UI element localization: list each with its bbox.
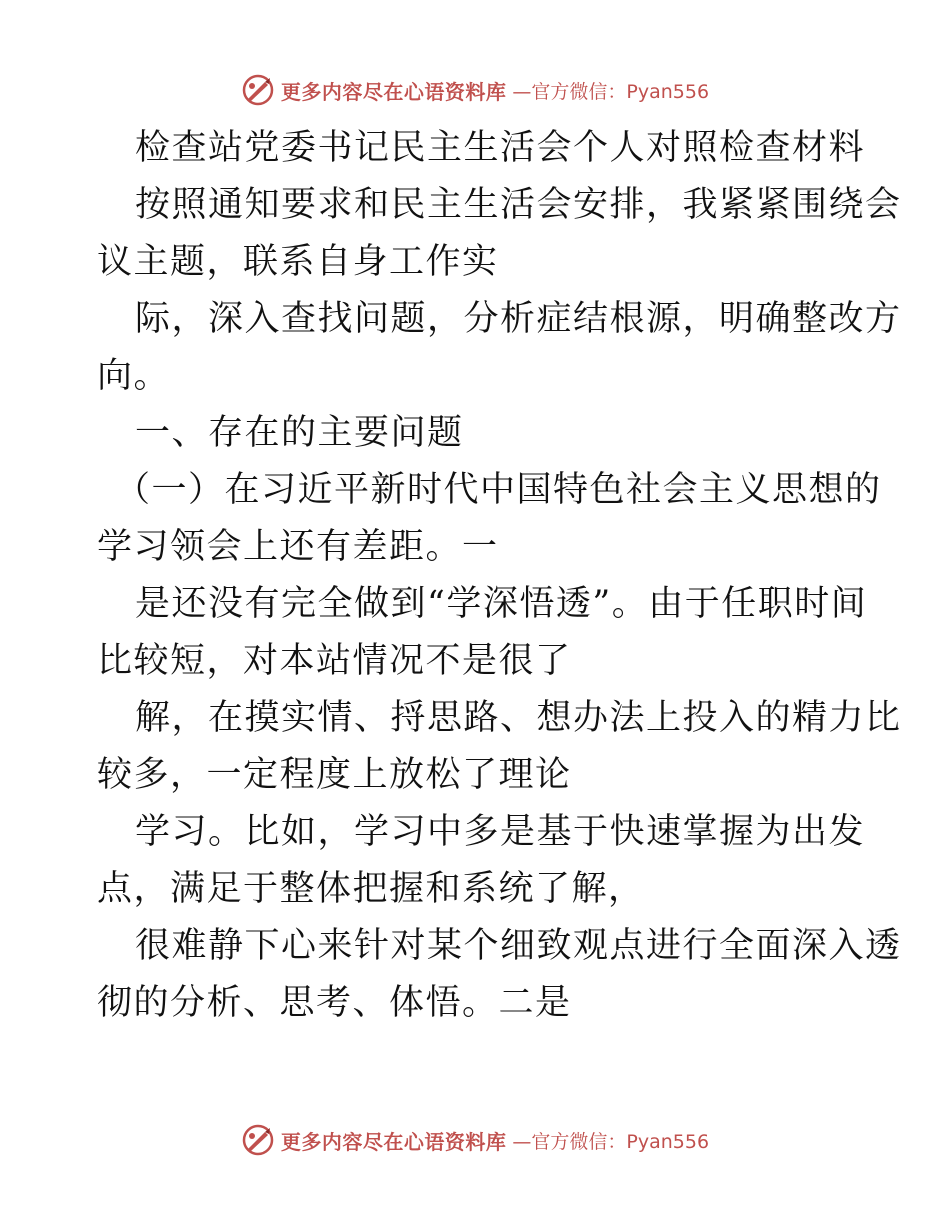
text-line: 是还没有完全做到“学深悟透”。由于任职时间 bbox=[135, 584, 868, 624]
watermark-brand: 更多内容尽在心语资料库 bbox=[280, 79, 507, 104]
text-line: 学习。比如，学习中多是基于快速掌握为出发 bbox=[135, 812, 866, 852]
text-line: 点，满足于整体把握和系统了解， bbox=[97, 869, 645, 909]
text-line: 一、存在的主要问题 bbox=[135, 413, 464, 453]
text-line: 很难静下心来针对某个细致观点进行全面深入透 bbox=[135, 926, 902, 966]
text-line: 议主题，联系自身工作实 bbox=[97, 242, 499, 282]
text-line: 向。 bbox=[97, 356, 171, 396]
text-line: 较多，一定程度上放松了理论 bbox=[97, 755, 572, 795]
text-line: （一）在习近平新时代中国特色社会主义思想的 bbox=[115, 470, 882, 510]
text-line: 解，在摸实情、捋思路、想办法上投入的精力比 bbox=[135, 698, 902, 738]
text-line: 检查站党委书记民主生活会个人对照检查材料 bbox=[135, 128, 866, 168]
text-line: 彻的分析、思考、体悟。二是 bbox=[97, 983, 572, 1023]
text-line: 际，深入查找问题，分析症结根源，明确整改方 bbox=[135, 299, 902, 339]
header-watermark bbox=[0, 70, 950, 110]
watermark-contact: —官方微信：Pyan556 bbox=[512, 80, 710, 103]
quill-logo-icon bbox=[241, 1123, 275, 1157]
footer-watermark bbox=[0, 1120, 950, 1160]
watermark-brand: 更多内容尽在心语资料库 bbox=[280, 1129, 507, 1154]
quill-logo-icon bbox=[241, 73, 275, 107]
text-line: 学习领会上还有差距。一 bbox=[97, 527, 499, 567]
text-line: 比较短，对本站情况不是很了 bbox=[97, 641, 572, 681]
document-body bbox=[97, 120, 902, 1032]
watermark-contact: —官方微信：Pyan556 bbox=[512, 1130, 710, 1153]
text-line: 按照通知要求和民主生活会安排，我紧紧围绕会 bbox=[135, 185, 902, 225]
